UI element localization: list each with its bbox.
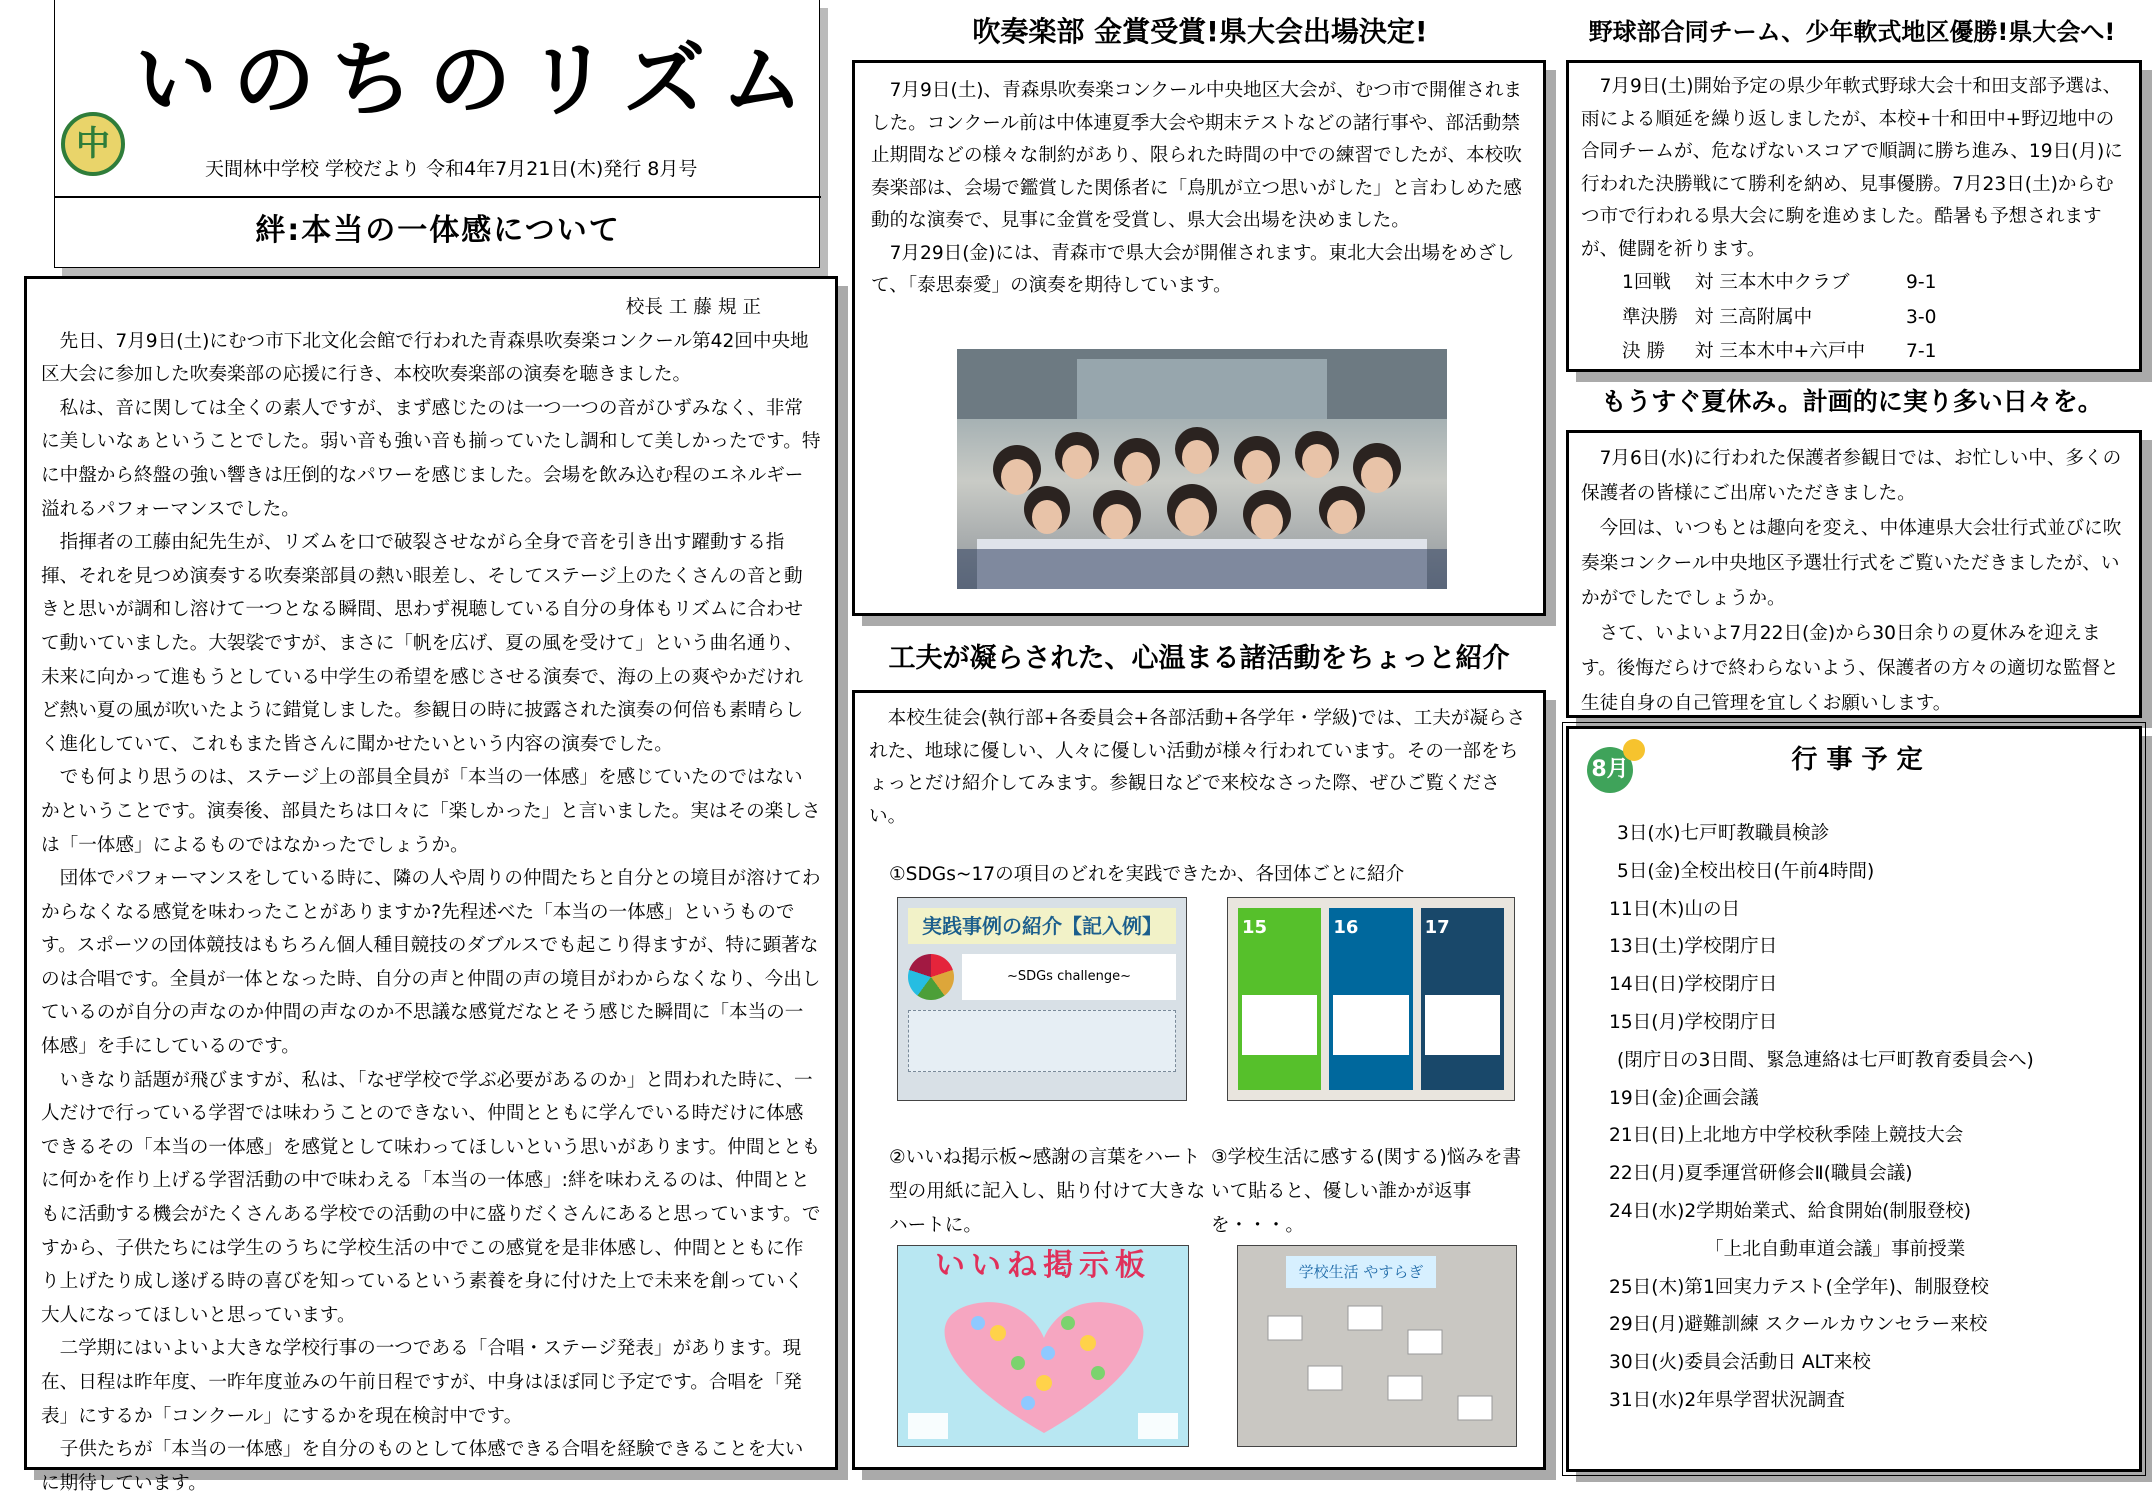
principal-paragraph: 団体でパフォーマンスをしている時に、隣の人や周りの仲間たちと自分との境目が溶けてわからなくなる感覚を味わったことがありますか?先程述べた「本当の一体感」というものです。スポーツの団体競技はもちろん個人種目競技のダブルスでも起こり得ますが、特に顕著なのは合唱です。全員が一体となった時、自分の声と仲間の声の境目がわからなくなり、今出しているのが自分の声なのか仲間の声なのか不思議な感覚だなとそう感じた瞬間に「本当の一体感」を手にしているのです。 [41, 868, 821, 1058]
summer-paragraph: さて、いよいよ7月22日(金)から30日余りの夏休みを迎えます。後悔だらけで終わらないよう、保護者の方々の適切な監督と生徒自身の自己管理を宜しくお願いします。 [1581, 623, 2119, 714]
schedule-item: 「上北自動車道会議」事前授業 [1705, 1238, 1966, 1260]
issue-line: 天間林中学校 学校だより 令和4年7月21日(木)発行 8月号 [205, 158, 698, 180]
activities-article [852, 690, 1546, 1470]
schedule-item: 5日(金)全校出校日(午前4時間) [1617, 860, 1875, 882]
table-row: 1回戦 対 三本木中クラブ 9-1 [1622, 272, 1937, 293]
principal-article [24, 276, 838, 1494]
heart-collage [898, 1283, 1189, 1443]
baseball-article [1566, 60, 2142, 372]
summer-article [1566, 430, 2142, 718]
band-paragraph: 7月9日(土)、青森県吹奏楽コンクール中央地区大会が、むつ市で開催されました。コンクール前は中体連夏季大会や期末テストなどの諸行事や、部活動禁止期間などの様々な制約があり、限られた時間の中での練習でしたが、本校吹奏楽部は、会場で鑑賞した関係者に「鳥肌が立つ思いがした」と言わしめた感動的な演奏で、見事に金賞を受賞し、県大会出場を決めました。 [871, 80, 1523, 231]
principal-paragraph: 子供たちが「本当の一体感」を自分のものとして体感できる合唱を経験できることを大いに期待しています。 [41, 1439, 804, 1494]
principal-paragraph: 二学期にはいよいよ大きな学校行事の一つである「合唱・ステージ発表」があります。現在、日程は昨年度、一昨年度並みの午前日程ですが、中身はほぼ同じ予定です。合唱を「発表」にするか「コンクール」にするかを現在検討中です。 [41, 1338, 802, 1427]
band-heading: 吹奏楽部 金賞受賞!県大会出場決定! [972, 15, 1428, 48]
schedule-item: 30日(火)委員会活動日 ALT来校 [1609, 1352, 1871, 1374]
schedule-box [1566, 726, 2142, 1472]
emblem-character: 中 [76, 124, 110, 164]
activity-item-iine: ②いいね掲示板~感謝の言葉をハート型の用紙に記入し、貼り付けて大きなハートに。 [889, 1147, 1206, 1236]
band-paragraph: 7月29日(金)には、青森市で県大会が開催されます。東北大会出場をめざして、「泰思泰愛」の演奏を期待しています。 [871, 242, 1515, 296]
iine-board-photo [897, 1245, 1189, 1447]
schedule-list [1609, 815, 2139, 1420]
sdgs-cards-photo [1227, 897, 1515, 1101]
schedule-item: 25日(木)第1回実力テスト(全学年)、制服登校 [1609, 1276, 1989, 1298]
schedule-item: 19日(金)企画会議 [1609, 1087, 1759, 1109]
sdg-card-15: 15 [1238, 908, 1321, 1090]
table-row: 準決勝 対 三高附属中 3-0 [1622, 306, 1937, 328]
principal-paragraph: 私は、音に関しては全くの素人ですが、まず感じたのは一つ一つの音がひずみなく、非常に美しいなぁということでした。弱い音も強い音も揃っていたし調和して美しかったです。特に中盤から終盤の強い響きは圧倒的なパワーを感じました。会場を飲み込む程のエネルギー溢れるパフォーマンスでした。 [41, 397, 821, 520]
activities-heading: 工夫が凝らされた、心温まる諸活動をちょっと紹介 [888, 643, 1510, 674]
principal-paragraph: 指揮者の工藤由紀先生が、リズムを口で破裂させながら全身で音を引き出す躍動する指揮、それを見つめ演奏する吹奏楽部員の熱い眼差し、そしてステージ上のたくさんの音と動きと思いが調和し溶けて一つとなる瞬間、思わず視聴している自分の身体もリズムに合わせて動いていました。大袈裟ですが、まさに「帆を広げ、夏の風を受けて」という曲名通り、未来に向かって進もうとしている中学生の希望を感じさせる演奏で、海の上の爽やかだけれど熱い夏の風が吹いたように錯覚しました。参観日の時に披露された演奏の何倍も素晴らしく進化していて、これもまた皆さんに聞かせたいという内容の演奏でした。 [41, 532, 804, 755]
activities-intro: 本校生徒会(執行部+各委員会+各部活動+各学年・学級)では、工夫が凝らされた、地球に優しい、人々に優しい活動が様々行われています。その一部をちょっとだけ紹介してみます。参観日などで来校なさった際、ぜひご覧ください。 [869, 708, 1526, 827]
principal-paragraph: でも何より思うのは、ステージ上の部員全員が「本当の一体感」を感じていたのではないかということです。演奏後、部員たちは口々に「楽しかった」と言いました。実はその楽しさは「一体感」によるものではなかったでしょうか。 [41, 767, 821, 856]
schedule-item: 14日(日)学校閉庁日 [1609, 974, 1778, 996]
summer-paragraph: 7月6日(水)に行われた保護者参観日では、お忙しい中、多くの保護者の皆様にご出席いただきました。 [1581, 448, 2122, 504]
sdgs-wheel-icon [908, 954, 954, 1000]
schedule-item: 3日(水)七戸町教職員検診 [1617, 823, 1830, 844]
summer-paragraph: 今回は、いつもとは趣向を変え、中体連県大会壮行式並びに吹奏楽コンクール中央地区予選壮行式をご覧いただきましたが、いかがでしたでしょうか。 [1581, 518, 2122, 609]
principal-byline: 校長 工 藤 規 正 [625, 297, 761, 318]
principal-paragraph: 先日、7月9日(土)にむつ市下北文化会館で行われた青森県吹奏楽コンクール第42回中央地区大会に参加した吹奏楽部の応援に行き、本校吹奏楽部の演奏を聴きました。 [41, 330, 809, 386]
band-article [852, 60, 1546, 616]
masthead [54, 0, 820, 268]
worries-board-photo [1237, 1245, 1517, 1447]
worries-board-sign: 学校生活 やすらぎ [1286, 1256, 1436, 1288]
sdgs-poster-photo [897, 897, 1187, 1101]
baseball-paragraph: 7月9日(土)開始予定の県少年軟式野球大会十和田支部予選は、雨による順延を繰り返しましたが、本校+十和田中+野辺地中の合同チームが、危なげないスコアで順調に勝ち進み、19日(月)に行われた決勝戦にて勝利を納め、見事優勝。7月23日(土)からむつ市で行われる県大会に駒を進めました。酷暑も予想されますが、健闘を祈ります。 [1581, 76, 2123, 260]
table-row: 決 勝 対 三本木中+六戸中 7-1 [1622, 341, 1937, 362]
divider [55, 196, 821, 198]
schedule-item: 15日(月)学校閉庁日 [1609, 1011, 1778, 1033]
schedule-item: 29日(月)避難訓練 スクールカウンセラー来校 [1609, 1314, 1988, 1336]
summer-heading: もうすぐ夏休み。計画的に実り多い日々を。 [1601, 387, 2103, 416]
poster-notes [908, 1010, 1176, 1072]
band-photo-figures [957, 349, 1447, 589]
schedule-item: 21日(日)上北地方中学校秋季陸上競技大会 [1609, 1125, 1964, 1147]
schedule-item: 24日(水)2学期始業式、給食開始(制服登校) [1609, 1200, 1972, 1222]
schedule-item: 13日(土)学校閉庁日 [1609, 936, 1778, 958]
month-badge-icon: 8月 [1587, 747, 1633, 793]
baseball-results-table [1621, 266, 1937, 370]
sdg-card-17: 17 [1421, 908, 1504, 1090]
poster-title: 実践事例の紹介【記入例】 [908, 908, 1176, 944]
schedule-item: (閉庁日の3日間、緊急連絡は七戸町教育委員会へ) [1617, 1049, 2034, 1071]
iine-board-title: いいね掲示板 [935, 1248, 1151, 1283]
principal-paragraph: いきなり話題が飛びますが、私は、「なぜ学校で学ぶ必要があるのか」と問われた時に、一人だけで行っている学習では味わうことのできない、仲間とともに学んでいる時だけに体感できるその「本当の一体感」を感覚として味わってほしいという思いがあります。仲間とともに何かを作り上げる学習活動の中で味わえる「本当の一体感」:絆を味わえるのは、仲間とともに活動する機会がたくさんある学校での活動の中に盛りだくさんにあると思っています。ですから、子供たちには学生のうちに学校生活の中でこの感覚を是非体感し、仲間とともに作り上げたり成し遂げる時の喜びを知っているという素養を身に付けた上で未来を創っていく大人になってほしいと思っています。 [41, 1069, 821, 1326]
school-emblem [61, 112, 125, 176]
activity-item-worries: ③学校生活に感する(関する)悩みを書いて貼ると、優しい誰かが返事を・・・。 [1211, 1147, 1522, 1236]
schedule-item: 22日(月)夏季運営研修会Ⅱ(職員会議) [1609, 1163, 1913, 1185]
activity-item-sdgs: ①SDGs~17の項目のどれを実践できたか、各団体ごとに紹介 [889, 864, 1405, 885]
schedule-item: 31日(水)2年県学習状況調査 [1609, 1389, 1845, 1411]
schedule-heading: 行 事 予 定 [1791, 745, 1923, 775]
schedule-item: 11日(木)山の日 [1609, 898, 1741, 920]
sdg-card-16: 16 [1329, 908, 1412, 1090]
baseball-heading: 野球部合同チーム、少年軟式地区優勝!県大会へ! [1588, 18, 2116, 46]
theme-heading: 絆:本当の一体感について [255, 213, 621, 248]
poster-subtitle: ~SDGs challenge~ [962, 954, 1176, 1000]
band-group-photo [957, 349, 1447, 589]
masthead-title: いのちのリズム [135, 32, 820, 128]
